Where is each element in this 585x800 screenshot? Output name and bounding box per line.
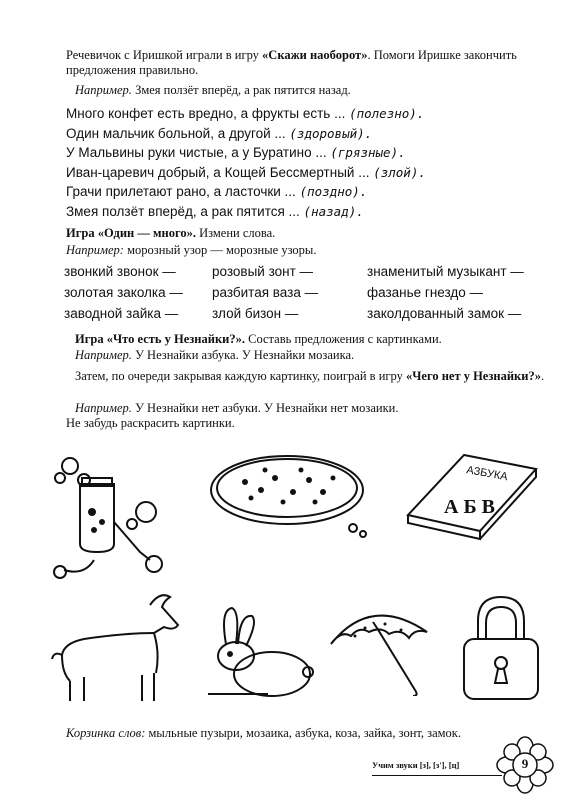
sentence-text: Змея ползёт вперёд, а рак пятится ...: [66, 203, 304, 219]
footer-section: Учим звуки [з], [з'], [ц]: [372, 760, 460, 770]
word-basket: [66, 726, 551, 741]
sentence-answer: (здоровый).: [289, 125, 373, 141]
sentence-line: [66, 202, 546, 222]
sentence-text: Иван-царевич добрый, а Кощей Бессмертный ...: [66, 164, 374, 180]
sentence-answer: (назад).: [303, 203, 364, 219]
word-grid: [64, 262, 557, 323]
sentence-answer: (полезно).: [349, 106, 425, 121]
word-item: злой бизон —: [212, 306, 299, 321]
sentence-text: Много конфет есть вредно, а фрукты есть ...: [66, 106, 350, 121]
example-label: Например.: [75, 83, 132, 97]
intro-pre: Речевичок с Иришкой играли в игру: [66, 48, 263, 62]
footer-rule: [372, 775, 502, 776]
intro-post: . Помоги Иришке закончить предложения правильно.: [66, 48, 517, 77]
game3-example: [75, 348, 555, 363]
sentence-line: [66, 143, 546, 163]
example-text: морозный узор — морозные узоры.: [123, 243, 317, 257]
word-item: звонкий звонок —: [64, 264, 176, 279]
word-item: заводной зайка —: [64, 306, 179, 321]
word-item: знаменитый музыкант —: [367, 264, 524, 279]
sentence-answer: (поздно).: [299, 184, 368, 199]
word-item: золотая заколка —: [64, 285, 183, 300]
sentence-answer: (грязные).: [330, 145, 406, 160]
page-number: 9: [521, 756, 529, 771]
game3-example-2: [75, 401, 555, 416]
alphabet-book-picture: [404, 453, 540, 541]
sentence-text: У Мальвины руки чистые, а у Буратино ...: [66, 145, 331, 160]
game3-title: Игра «Что есть у Незнайки?».: [75, 332, 245, 346]
sentence-line: [66, 124, 546, 144]
sentence-answer: (злой).: [373, 164, 426, 180]
example-1: [75, 83, 545, 98]
game2-example: [66, 243, 546, 258]
example-label: Например.: [75, 401, 132, 415]
intro-paragraph: [66, 48, 544, 78]
reminder: Не забудь раскрасить картинки.: [66, 416, 235, 430]
goat-picture: [50, 585, 200, 705]
word-item: фазанье гнездо —: [367, 285, 484, 300]
rabbit-picture: [204, 604, 318, 700]
book-cover-text: АЗБУКА: [465, 464, 509, 484]
word-item: разбитая ваза —: [212, 285, 319, 300]
game2-instruction: Измени слова.: [195, 226, 276, 240]
sentence-line: [66, 104, 546, 124]
sentence-text: Грачи прилетают рано, а ласточки ...: [66, 184, 300, 199]
then-pre: Затем, по очереди закрывая каждую картинку, поиграй в игру: [75, 369, 406, 383]
example-text: У Незнайки азбука. У Незнайки мозаика.: [131, 348, 355, 362]
umbrella-picture: [325, 604, 433, 696]
game-name-opposites: «Скажи наоборот»: [262, 48, 368, 62]
mosaic-picture: [205, 448, 373, 548]
game2-title: Игра «Один — много».: [66, 226, 196, 240]
sentence-list: [66, 104, 546, 221]
word-item: розовый зонт —: [212, 264, 314, 279]
game2-heading: [66, 226, 546, 241]
sentence-line: [66, 182, 546, 202]
then-post: .: [540, 369, 545, 383]
word-item: заколдованный замок —: [367, 306, 522, 321]
example-label: Например.: [75, 348, 132, 362]
sentence-line: [66, 163, 546, 183]
game3-instruction: Составь предложения с картинками.: [244, 332, 442, 346]
game3-then: [66, 369, 546, 384]
soap-bubbles-picture: [50, 452, 170, 584]
example-label: Например:: [66, 243, 124, 257]
word-basket-label: Корзинка слов:: [66, 726, 146, 740]
word-basket-text: мыльные пузыри, мозаика, азбука, коза, зайка, зонт, замок.: [145, 726, 462, 740]
book-letters: А Б В: [444, 496, 496, 518]
game-name-missing: «Чего нет у Незнайки?»: [405, 369, 541, 383]
sentence-text: Один мальчик больной, а другой ...: [66, 125, 290, 141]
example-text: Змея ползёт вперёд, а рак пятится назад.: [131, 83, 351, 97]
game3-heading: [75, 332, 555, 347]
example-text: У Незнайки нет азбуки. У Незнайки нет мозаики.: [131, 401, 399, 415]
padlock-picture: [456, 593, 546, 705]
